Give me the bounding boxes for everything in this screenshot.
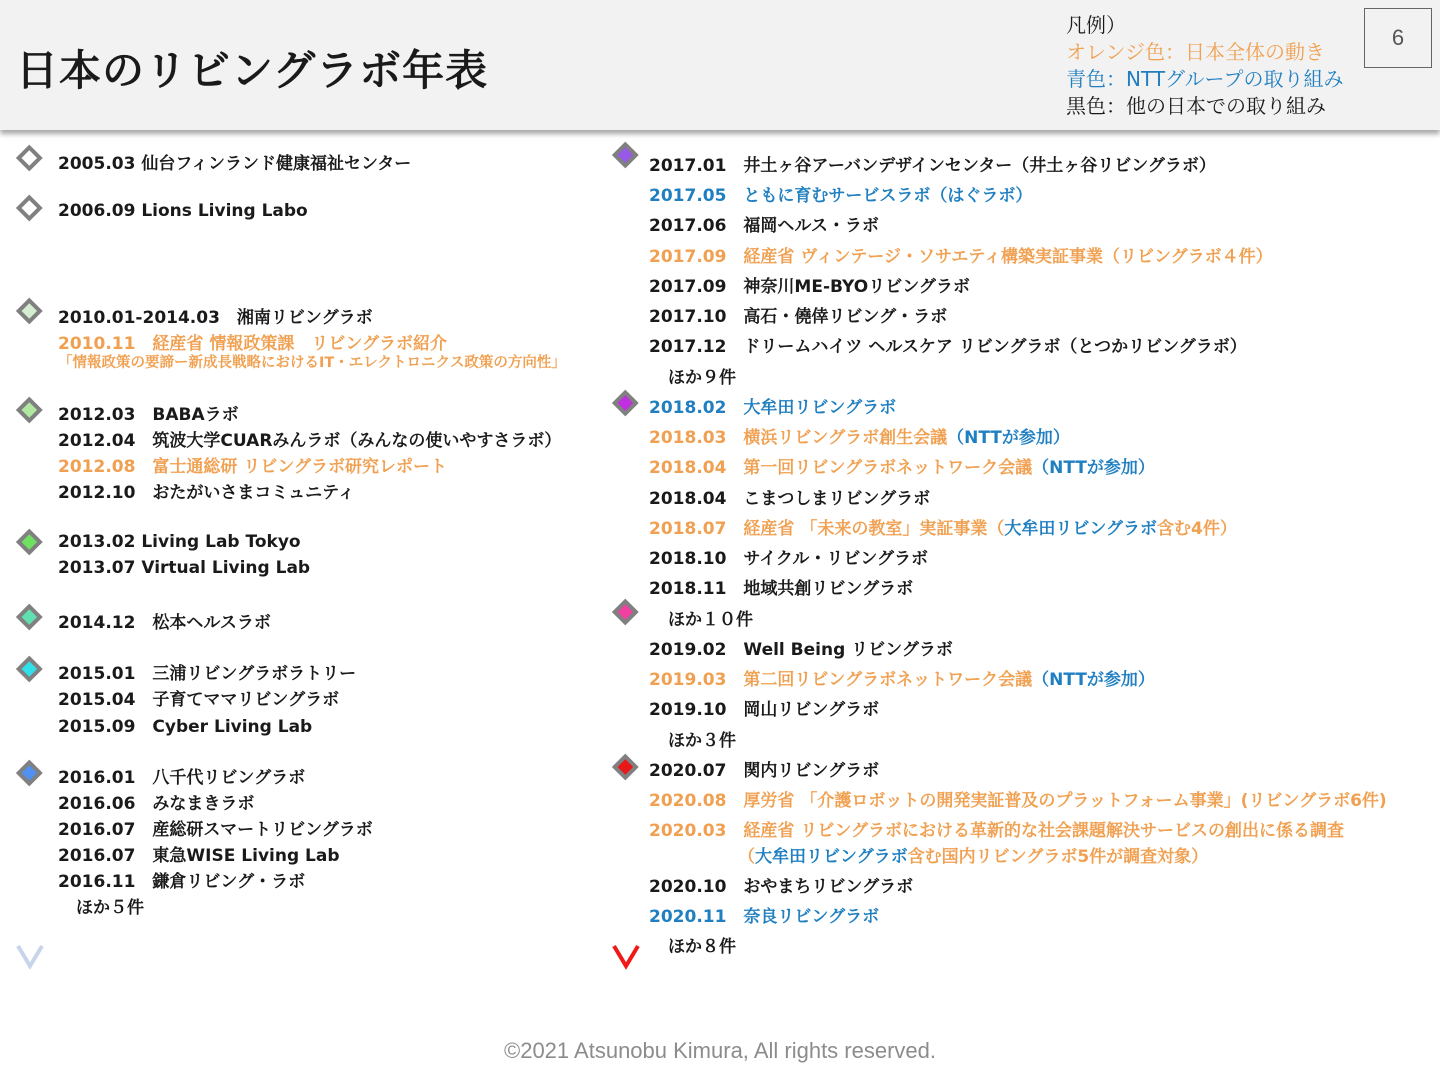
list-item: 2015.09 Cyber Living Lab [58,717,313,737]
list-item-text-blue: （NTTが参加） [1032,670,1155,690]
diamond-2010 [19,300,40,321]
list-item: 2016.07 産総研スマートリビングラボ [58,820,373,840]
list-item [649,453,1155,478]
list-item: 2013.07 Virtual Living Lab [58,558,311,578]
legend-black: 黒色：他の日本での取り組み [1066,94,1326,118]
list-item: 2016.06 みなまきラボ [58,794,255,814]
list-item: 2017.09 神奈川ME-BYOリビングラボ [649,277,970,297]
list-item-text-blue: 大牟田リビングラボ [755,847,908,867]
list-item: 2017.12 ドリームハイツ ヘルスケア リビングラボ（とつかリビングラボ） [649,337,1247,357]
list-item: 2020.11 奈良リビングラボ [649,907,880,927]
list-item: 2018.11 地域共創リビングラボ [649,579,914,599]
diamond-2014 [19,606,40,627]
legend-heading: 凡例） [1066,13,1126,37]
list-item: ほか５件 [76,898,144,918]
list-item [649,514,1237,539]
list-item: 2016.11 鎌倉リビング・ラボ [58,872,306,892]
list-item-text: 含む4件） [1157,519,1237,539]
list-item: 2020.07 関内リビングラボ [649,761,880,781]
copyright-footer: ©2021 Atsunobu Kimura, All rights reserved. [504,1038,936,1063]
list-item: 2018.02 大牟田リビングラボ [649,398,897,418]
diamond-2005 [19,147,40,168]
list-item: 2012.04 筑波大学CUARみんラボ（みんなの使いやすさラボ） [58,431,562,451]
slide-title: 日本のリビングラボ年表 [16,46,489,95]
list-item: ほか１０件 [668,610,753,630]
page-number: 6 [1364,8,1432,68]
list-item: 「情報政策の要諦ー新成長戦略におけるIT・エレクトロニクス政策の方向性」 [58,355,566,371]
list-item-text: 含む国内リビングラボ5件が調査対象） [907,847,1209,867]
list-item-text: 2018.04 第一回リビングラボネットワーク会議 [649,458,1033,478]
diamond-2012 [19,399,40,420]
diamond-2020 [615,756,636,777]
list-item: 2018.04 こまつしまリビングラボ [649,489,931,509]
list-item-text: （ [738,847,755,867]
list-item: 2012.08 富士通総研 リビングラボ研究レポート [58,457,448,477]
list-item [738,842,1208,867]
diamond-2015 [19,658,40,679]
list-item: 2005.03 仙台フィンランド健康福祉センター [58,154,412,174]
list-item-text-blue: （NTTが参加） [1032,458,1155,478]
list-item: 2020.08 厚労省 「介護ロボットの開発実証普及のプラットフォーム事業」(リビングラボ6件) [649,791,1387,811]
list-item-text: 2019.03 第二回リビングラボネットワーク会議 [649,670,1033,690]
diamond-2006 [19,197,40,218]
diamond-2018 [615,392,636,413]
list-item: 2012.10 おたがいさまコミュニティ [58,483,355,503]
list-item: 2018.10 サイクル・リビングラボ [649,549,929,569]
list-item: 2017.05 ともに育むサービスラボ（はぐラボ） [649,186,1033,206]
list-item: 2010.01-2014.03 湘南リビングラボ [58,308,373,328]
list-item: 2012.03 BABAラボ [58,405,239,425]
list-item [649,423,1070,448]
list-item: 2015.01 三浦リビングラボラトリー [58,664,357,684]
list-item: 2017.09 経産省 ヴィンテージ・ソサエティ構築実証事業（リビングラボ４件） [649,247,1273,267]
list-item-text-blue: 大牟田リビングラボ [1004,519,1158,539]
diamond-2019 [615,601,636,622]
legend-blue: 青色：NTTグループの取り組み [1066,67,1344,91]
list-item [649,665,1155,690]
list-item: 2019.02 Well Being リビングラボ [649,640,953,660]
list-item: ほか９件 [668,368,736,388]
list-item: ほか３件 [668,731,736,751]
list-item: 2016.01 八千代リビングラボ [58,768,306,788]
list-item-text: 2018.03 横浜リビングラボ創生会議 [649,428,948,448]
list-item: 2019.10 岡山リビングラボ [649,700,880,720]
diamond-2017 [615,144,636,165]
legend-orange: オレンジ色：日本全体の動き [1066,40,1325,64]
list-item: 2013.02 Living Lab Tokyo [58,532,301,552]
list-item: 2014.12 松本ヘルスラボ [58,613,271,633]
list-item: 2017.06 福岡ヘルス・ラボ [649,216,879,236]
list-item: 2017.01 井土ヶ谷アーバンデザインセンター（井土ヶ谷リビングラボ） [649,156,1216,176]
list-item-text: 2018.07 経産省 「未来の教室」実証事業（ [649,519,1005,539]
list-item: 2020.10 おやまちリビングラボ [649,877,914,897]
diamond-2016 [19,762,40,783]
diamond-2013 [19,531,40,552]
list-item: 2010.11 経産省 情報政策課 リビングラボ紹介 [58,334,448,354]
list-item: 2020.03 経産省 リビングラボにおける革新的な社会課題解決サービスの創出に係る調査 [649,821,1345,841]
list-item: 2006.09 Lions Living Labo [58,201,308,221]
list-item-text-blue: （NTTが参加） [947,428,1070,448]
list-item: 2017.10 高石・僥倖リビング・ラボ [649,307,948,327]
list-item: ほか８件 [668,937,736,957]
list-item: 2016.07 東急WISE Living Lab [58,846,340,866]
list-item: 2015.04 子育てママリビングラボ [58,690,340,710]
